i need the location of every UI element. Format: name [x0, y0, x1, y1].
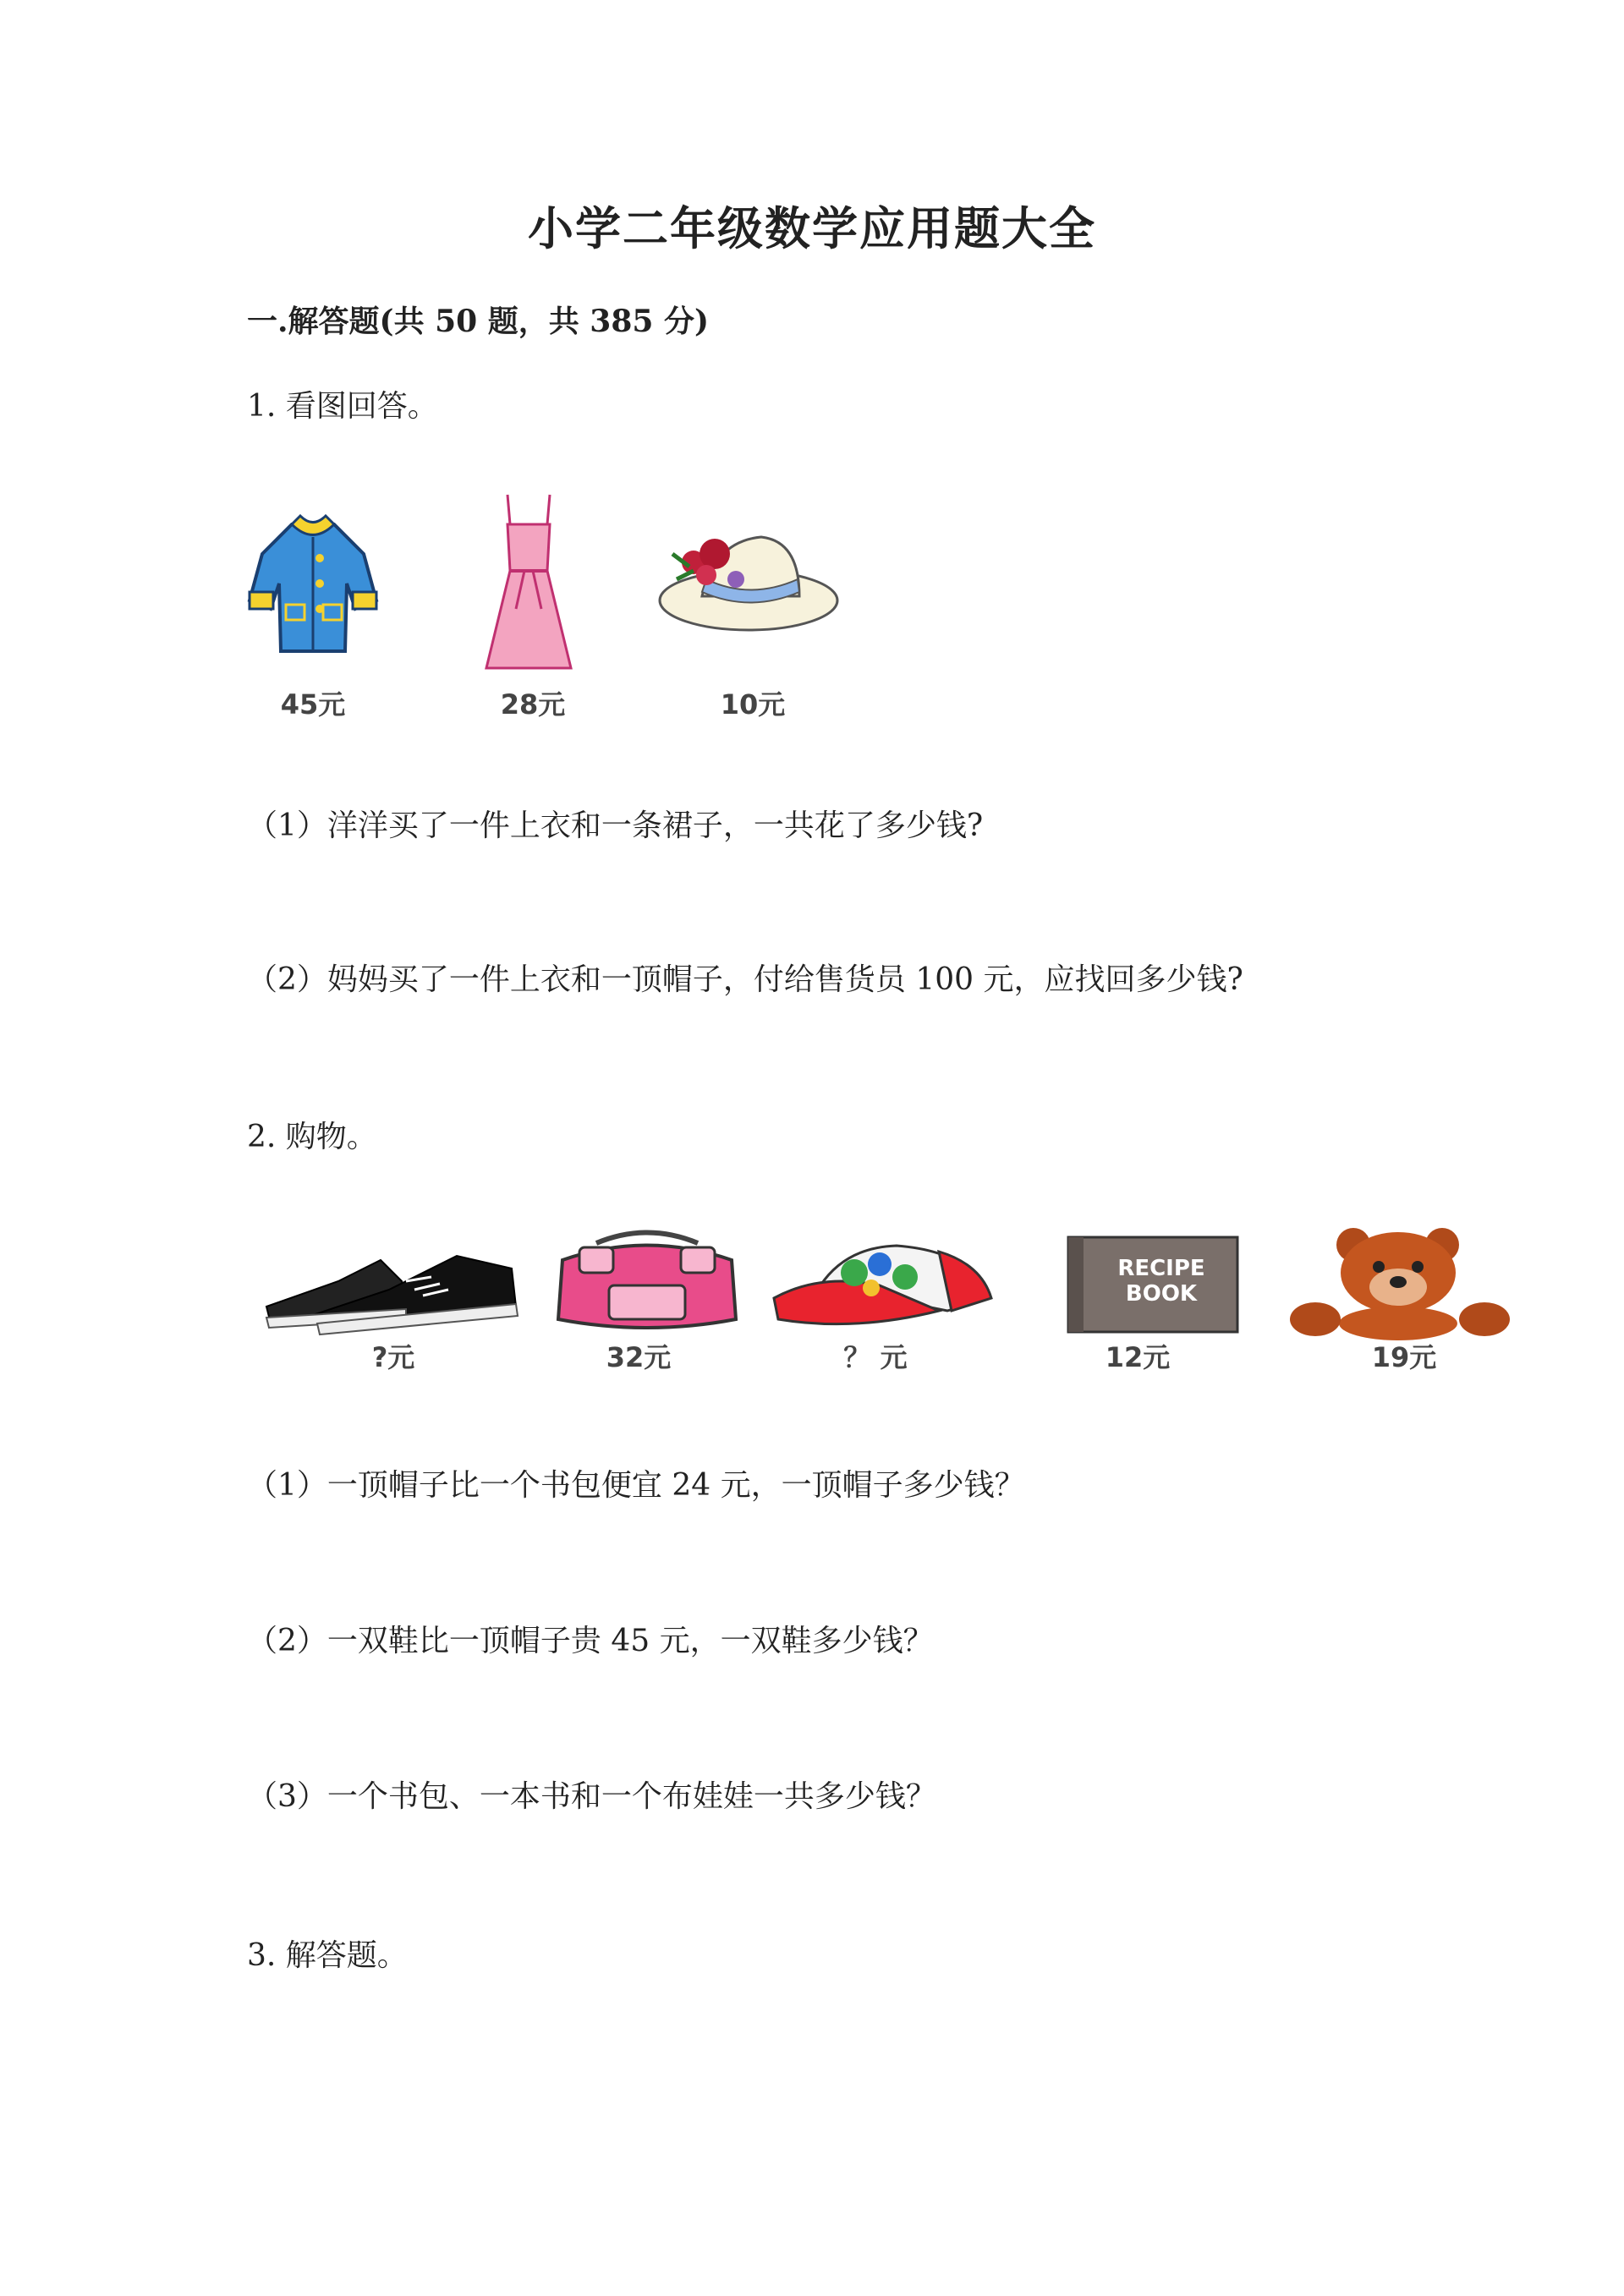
section-heading: 一.解答题(共 50 题，共 385 分) — [247, 304, 709, 339]
backpack-price: 32元 — [606, 1341, 672, 1373]
question-1-sub-1: （1）洋洋买了一件上衣和一条裙子，一共花了多少钱? — [247, 808, 984, 843]
book-cover-text-1: RECIPE — [1117, 1256, 1205, 1281]
question-2-sub-3: （3）一个书包、一本书和一个布娃娃一共多少钱？ — [247, 1779, 936, 1814]
question-2-sub-2: （2）一双鞋比一顶帽子贵 45 元，一双鞋多少钱？ — [247, 1624, 934, 1658]
backpack-icon — [546, 1226, 749, 1336]
book-icon — [1062, 1233, 1243, 1339]
question-2-stem: 2. 购物。 — [247, 1120, 377, 1154]
question-3-stem: 3. 解答题。 — [247, 1938, 408, 1973]
cap-price: ？ 元 — [843, 1341, 908, 1373]
sneakers-icon — [262, 1243, 524, 1336]
sneakers-price: ?元 — [371, 1341, 415, 1373]
book-price: 12元 — [1105, 1341, 1171, 1373]
sun-hat-icon — [656, 529, 842, 647]
question-1-stem: 1. 看图回答。 — [247, 389, 438, 424]
book-cover-text-2: BOOK — [1125, 1281, 1198, 1307]
dress-price: 28元 — [500, 688, 566, 721]
coat-price: 45元 — [280, 688, 346, 721]
sun-hat-price: 10元 — [720, 688, 786, 721]
page-title: 小学二年级数学应用题大全 — [528, 201, 1096, 255]
question-1-sub-2: （2）妈妈买了一件上衣和一顶帽子，付给售货员 100 元，应找回多少钱? — [247, 962, 1243, 997]
teddy-bear-price: 19元 — [1371, 1341, 1437, 1373]
coat-icon — [245, 507, 381, 660]
teddy-bear-icon — [1286, 1226, 1514, 1340]
cap-icon — [770, 1239, 1002, 1332]
dress-icon — [478, 490, 579, 677]
question-2-sub-1: （1）一顶帽子比一个书包便宜 24 元，一顶帽子多少钱？ — [247, 1468, 1025, 1503]
